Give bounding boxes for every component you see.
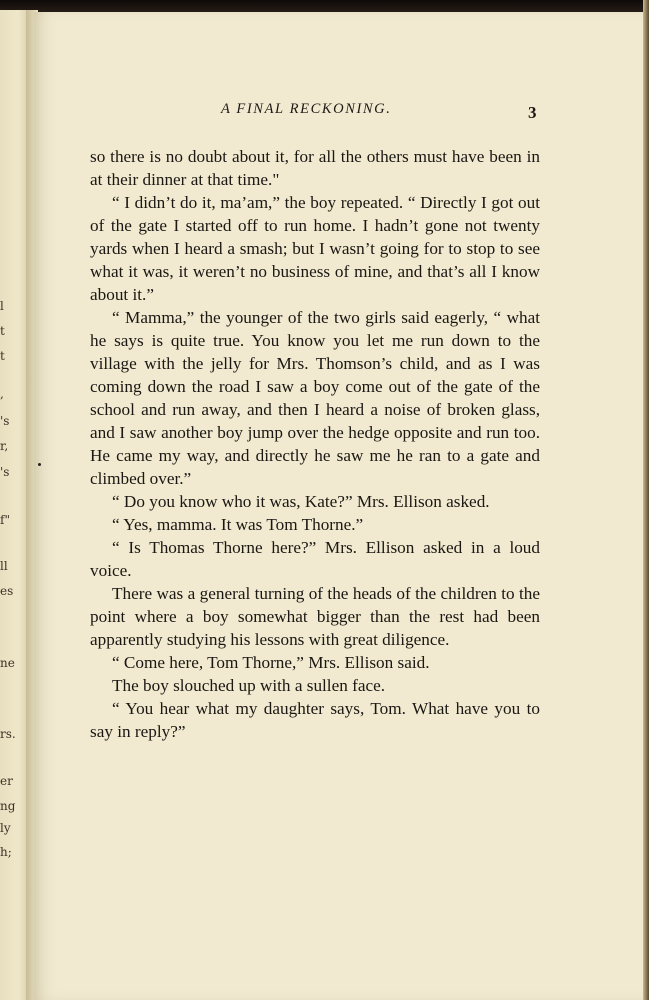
facing-page-fragment: t	[0, 349, 5, 363]
paragraph: There was a general turning of the heads of the children to the point where a boy somewhat bigger than the rest had been apparently studying his lessons with great diligence.	[90, 584, 540, 649]
page-number: 3	[528, 103, 537, 122]
facing-page-fragment: l	[0, 299, 4, 313]
facing-page-fragment: ,	[0, 387, 4, 401]
facing-page-fragment: rs.	[0, 727, 16, 741]
facing-page-fragment: ne	[0, 656, 15, 670]
paragraph: so there is no doubt about it, for all the others must have been in at their dinner at that time."	[90, 147, 540, 189]
running-title: A FINAL RECKONING.	[221, 101, 392, 117]
facing-page-fragment: ng	[0, 799, 16, 813]
facing-page-fragment: h;	[0, 845, 12, 859]
facing-page-fragment: ly	[0, 821, 11, 835]
paragraph: “ I didn’t do it, ma’am,” the boy repeated. “ Directly I got out of the gate I started off to run home. I hadn’t gone not twenty yards when I heard a smash; but I wasn’t going for to stop to see what it was, it weren’t no business of mine, and that’s all I know about it.”	[90, 193, 540, 304]
paragraph: “ Come here, Tom Thorne,” Mrs. Ellison said.	[112, 653, 430, 672]
paragraph: “ Is Thomas Thorne here?” Mrs. Ellison asked in a loud voice.	[90, 538, 540, 580]
facing-page-fragment: r,	[0, 439, 9, 453]
paragraph: The boy slouched up with a sullen face.	[112, 676, 386, 695]
paragraph: “ Mamma,” the younger of the two girls said eagerly, “ what he says is quite true. You know you let me run down to the village with the jelly for Mrs. Thomson’s child, and as I was coming down the road I saw a boy come out of the gate of the school and run away, and then I heard a noise of broken glass, and I saw another boy jump over the hedge opposite and run too. He came my way, and directly he saw me he ran to a gate and climbed over.”	[90, 308, 540, 488]
paragraph: “ Do you know who it was, Kate?” Mrs. Ellison asked.	[112, 492, 490, 511]
paragraph: “ You hear what my daughter says, Tom. What have you to say in reply?”	[90, 699, 540, 741]
facing-page-fragment: 's	[0, 414, 10, 428]
page-right-edge	[643, 0, 649, 1000]
ink-speck	[38, 463, 41, 466]
facing-page-fragment: ll	[0, 559, 8, 573]
facing-page-fragment: f"	[0, 513, 10, 527]
facing-page-fragment: es	[0, 584, 14, 598]
body-text	[90, 145, 540, 743]
facing-page-fragment: er	[0, 774, 13, 788]
facing-page-fragment: 's	[0, 465, 10, 479]
paragraph: “ Yes, mamma. It was Tom Thorne.”	[112, 515, 364, 534]
facing-page-fragment: t	[0, 324, 5, 338]
